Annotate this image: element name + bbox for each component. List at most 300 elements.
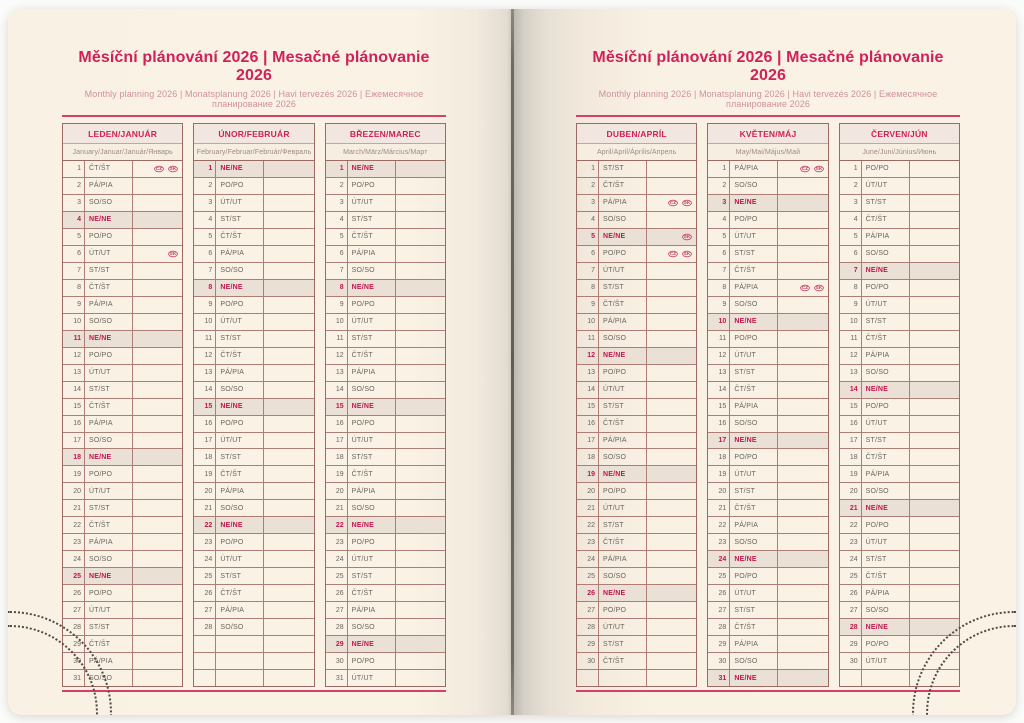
day-abbreviation: ÚT/UT — [85, 246, 133, 262]
notes-cell — [133, 534, 182, 550]
notes-cell — [133, 500, 182, 516]
notes-cell — [133, 399, 182, 415]
day-number: 15 — [577, 399, 599, 415]
day-number: 26 — [840, 585, 862, 601]
day-number — [577, 670, 599, 686]
day-abbreviation: ČT/ŠT — [348, 585, 396, 601]
day-row — [194, 483, 313, 500]
notes-cell — [396, 178, 445, 194]
notes-cell — [647, 500, 696, 516]
day-abbreviation: SO/SO — [730, 534, 778, 550]
notes-cell — [778, 568, 827, 584]
day-abbreviation: ST/ST — [348, 212, 396, 228]
day-number: 23 — [708, 534, 730, 550]
month-table — [839, 123, 960, 687]
notes-cell — [910, 263, 959, 279]
notes-cell — [264, 314, 313, 330]
day-row — [63, 195, 182, 212]
day-number: 21 — [577, 500, 599, 516]
notes-cell — [647, 636, 696, 652]
day-number: 17 — [840, 433, 862, 449]
notes-cell — [910, 246, 959, 262]
day-abbreviation: PO/PO — [348, 534, 396, 550]
day-row — [326, 483, 445, 500]
notes-cell — [778, 314, 827, 330]
notes-cell — [778, 619, 827, 635]
day-row — [63, 314, 182, 331]
day-number — [194, 653, 216, 669]
day-row — [708, 161, 827, 178]
day-row — [840, 433, 959, 450]
notes-cell — [647, 178, 696, 194]
day-abbreviation: PÁ/PIA — [730, 280, 778, 296]
day-number: 28 — [194, 619, 216, 635]
day-abbreviation: PO/PO — [862, 517, 910, 533]
notes-cell — [647, 416, 696, 432]
day-row — [326, 449, 445, 466]
day-row — [194, 263, 313, 280]
day-abbreviation: NE/NE — [348, 161, 396, 177]
day-abbreviation: PO/PO — [599, 246, 647, 262]
notes-cell — [133, 365, 182, 381]
day-number: 26 — [194, 585, 216, 601]
notes-cell — [396, 263, 445, 279]
day-abbreviation: PO/PO — [85, 466, 133, 482]
day-abbreviation: NE/NE — [599, 585, 647, 601]
day-abbreviation: ČT/ŠT — [599, 178, 647, 194]
day-abbreviation: ST/ST — [599, 517, 647, 533]
day-abbreviation: ČT/ŠT — [216, 585, 264, 601]
day-abbreviation: SO/SO — [599, 449, 647, 465]
notes-cell — [778, 297, 827, 313]
day-abbreviation: ČT/ŠT — [85, 280, 133, 296]
day-abbreviation: ST/ST — [216, 568, 264, 584]
day-abbreviation: PO/PO — [348, 416, 396, 432]
notes-cell — [264, 568, 313, 584]
day-abbreviation: ÚT/UT — [862, 416, 910, 432]
day-number: 21 — [840, 500, 862, 516]
day-row — [708, 653, 827, 670]
day-number: 26 — [708, 585, 730, 601]
day-number: 15 — [840, 399, 862, 415]
day-row — [708, 483, 827, 500]
day-number: 29 — [840, 636, 862, 652]
bottom-rule — [62, 690, 446, 692]
day-row — [708, 246, 827, 263]
day-number: 14 — [577, 382, 599, 398]
day-abbreviation: ÚT/UT — [730, 348, 778, 364]
day-number: 22 — [194, 517, 216, 533]
day-abbreviation: SO/SO — [85, 314, 133, 330]
day-abbreviation: ČT/ŠT — [85, 399, 133, 415]
notes-cell — [778, 348, 827, 364]
day-abbreviation: PO/PO — [85, 348, 133, 364]
day-abbreviation: ST/ST — [216, 449, 264, 465]
notes-cell — [647, 280, 696, 296]
day-row — [326, 466, 445, 483]
notes-cell — [396, 670, 445, 686]
day-number: 3 — [63, 195, 85, 211]
notes-cell — [133, 382, 182, 398]
day-number: 12 — [577, 348, 599, 364]
day-abbreviation: PO/PO — [730, 331, 778, 347]
notes-cell — [396, 246, 445, 262]
day-number: 12 — [194, 348, 216, 364]
notes-cell — [133, 161, 182, 177]
day-number: 18 — [577, 449, 599, 465]
day-row — [577, 534, 696, 551]
notes-cell — [778, 466, 827, 482]
day-row — [63, 178, 182, 195]
month-header: LEDEN/JANUÁR — [63, 124, 182, 144]
day-number: 21 — [708, 500, 730, 516]
day-row — [577, 229, 696, 246]
day-abbreviation: ST/ST — [599, 636, 647, 652]
day-abbreviation: ÚT/UT — [348, 195, 396, 211]
day-abbreviation: PÁ/PIA — [85, 178, 133, 194]
day-number: 3 — [194, 195, 216, 211]
notes-cell — [910, 602, 959, 618]
day-number: 3 — [577, 195, 599, 211]
notes-cell — [264, 161, 313, 177]
empty-row — [194, 670, 313, 686]
day-number: 7 — [63, 263, 85, 279]
notes-cell — [778, 483, 827, 499]
day-abbreviation: NE/NE — [862, 382, 910, 398]
day-abbreviation: PO/PO — [599, 365, 647, 381]
day-number: 23 — [840, 534, 862, 550]
day-number: 5 — [63, 229, 85, 245]
day-number: 5 — [194, 229, 216, 245]
day-row — [194, 551, 313, 568]
day-abbreviation: PO/PO — [348, 653, 396, 669]
notes-cell — [910, 382, 959, 398]
day-number: 31 — [63, 670, 85, 686]
day-number: 7 — [326, 263, 348, 279]
day-abbreviation: PÁ/PIA — [599, 195, 647, 211]
day-abbreviation — [599, 670, 647, 686]
day-number: 1 — [194, 161, 216, 177]
notes-cell — [133, 331, 182, 347]
day-abbreviation: ČT/ŠT — [862, 331, 910, 347]
day-row — [840, 602, 959, 619]
day-number: 21 — [194, 500, 216, 516]
day-row — [326, 246, 445, 263]
day-number: 3 — [326, 195, 348, 211]
notes-cell — [264, 500, 313, 516]
day-row — [577, 466, 696, 483]
notes-cell — [778, 449, 827, 465]
notes-cell — [647, 670, 696, 686]
day-abbreviation: ČT/ŠT — [862, 568, 910, 584]
day-row — [840, 365, 959, 382]
day-number: 6 — [577, 246, 599, 262]
day-abbreviation: PO/PO — [730, 212, 778, 228]
notes-cell — [133, 517, 182, 533]
notes-cell — [133, 195, 182, 211]
notes-cell — [647, 602, 696, 618]
notes-cell — [647, 551, 696, 567]
day-abbreviation: ČT/ŠT — [599, 653, 647, 669]
day-number: 10 — [194, 314, 216, 330]
day-number: 25 — [194, 568, 216, 584]
day-row — [326, 568, 445, 585]
day-number: 16 — [840, 416, 862, 432]
notes-cell — [778, 636, 827, 652]
day-row — [326, 670, 445, 686]
notes-cell — [778, 433, 827, 449]
day-number: 9 — [194, 297, 216, 313]
day-abbreviation: ČT/ŠT — [862, 212, 910, 228]
day-row — [840, 314, 959, 331]
day-number: 19 — [840, 466, 862, 482]
day-number: 11 — [326, 331, 348, 347]
day-number: 7 — [194, 263, 216, 279]
notes-cell — [133, 314, 182, 330]
day-number: 13 — [708, 365, 730, 381]
notes-cell — [396, 416, 445, 432]
day-row — [194, 246, 313, 263]
sk-holiday-icon: SK — [683, 251, 691, 257]
day-row — [577, 348, 696, 365]
day-number: 27 — [577, 602, 599, 618]
day-number: 3 — [708, 195, 730, 211]
day-number: 8 — [577, 280, 599, 296]
notes-cell — [396, 534, 445, 550]
day-abbreviation: NE/NE — [216, 161, 264, 177]
notes-cell — [264, 466, 313, 482]
notes-cell — [778, 161, 827, 177]
month-header: ÚNOR/FEBRUÁR — [194, 124, 313, 144]
day-abbreviation — [216, 653, 264, 669]
notes-cell — [647, 382, 696, 398]
day-abbreviation: ÚT/UT — [862, 653, 910, 669]
notes-cell — [133, 229, 182, 245]
notes-cell — [647, 314, 696, 330]
day-row — [577, 585, 696, 602]
day-row — [708, 619, 827, 636]
day-abbreviation: SO/SO — [216, 263, 264, 279]
day-row — [326, 619, 445, 636]
day-abbreviation: ÚT/UT — [216, 551, 264, 567]
day-number: 2 — [708, 178, 730, 194]
day-abbreviation: SO/SO — [862, 602, 910, 618]
day-row — [326, 602, 445, 619]
day-number: 8 — [840, 280, 862, 296]
day-abbreviation: ST/ST — [348, 331, 396, 347]
day-abbreviation: ČT/ŠT — [85, 636, 133, 652]
notes-cell — [647, 585, 696, 601]
day-abbreviation: PÁ/PIA — [85, 297, 133, 313]
day-abbreviation: ST/ST — [85, 382, 133, 398]
day-abbreviation: ÚT/UT — [348, 670, 396, 686]
notes-cell — [264, 331, 313, 347]
notes-cell — [396, 500, 445, 516]
day-abbreviation: SO/SO — [348, 263, 396, 279]
notes-cell — [396, 602, 445, 618]
title-rule — [62, 115, 446, 117]
day-row — [326, 280, 445, 297]
day-number: 18 — [326, 449, 348, 465]
day-abbreviation: ÚT/UT — [862, 534, 910, 550]
month-rows — [326, 161, 445, 686]
day-abbreviation: ÚT/UT — [599, 382, 647, 398]
day-row — [708, 178, 827, 195]
notes-cell — [647, 653, 696, 669]
day-abbreviation: NE/NE — [348, 399, 396, 415]
day-number: 27 — [63, 602, 85, 618]
notes-cell — [910, 568, 959, 584]
notes-cell — [133, 212, 182, 228]
day-number: 8 — [708, 280, 730, 296]
notes-cell — [647, 466, 696, 482]
month-subtitle: May/Mai/Május/Май — [708, 144, 827, 161]
day-row — [577, 449, 696, 466]
month-table — [576, 123, 697, 687]
months-left-group — [62, 123, 446, 687]
day-row — [577, 416, 696, 433]
day-row — [708, 399, 827, 416]
notes-cell — [396, 619, 445, 635]
day-row — [63, 517, 182, 534]
day-number: 12 — [708, 348, 730, 364]
day-number: 14 — [708, 382, 730, 398]
cz-holiday-icon: CZ — [670, 251, 677, 257]
notes-cell — [396, 449, 445, 465]
notes-cell — [264, 297, 313, 313]
day-number: 25 — [840, 568, 862, 584]
notes-cell — [778, 229, 827, 245]
day-abbreviation: ÚT/UT — [730, 585, 778, 601]
notes-cell — [647, 568, 696, 584]
day-row — [577, 433, 696, 450]
day-abbreviation: ČT/ŠT — [216, 348, 264, 364]
diary-spread — [8, 9, 1016, 715]
day-number: 15 — [194, 399, 216, 415]
day-abbreviation: PÁ/PIA — [348, 246, 396, 262]
day-abbreviation: ST/ST — [599, 161, 647, 177]
day-number: 4 — [194, 212, 216, 228]
notes-cell — [264, 399, 313, 415]
day-row — [63, 229, 182, 246]
day-row — [194, 161, 313, 178]
day-number: 12 — [840, 348, 862, 364]
day-row — [840, 178, 959, 195]
notes-cell — [910, 212, 959, 228]
notes-cell — [910, 280, 959, 296]
day-row — [577, 314, 696, 331]
day-row — [194, 433, 313, 450]
day-row — [194, 416, 313, 433]
day-row — [577, 280, 696, 297]
day-number: 27 — [840, 602, 862, 618]
day-abbreviation: ST/ST — [216, 331, 264, 347]
day-number: 27 — [194, 602, 216, 618]
day-abbreviation: NE/NE — [216, 280, 264, 296]
day-row — [194, 585, 313, 602]
notes-cell — [396, 365, 445, 381]
notes-cell — [778, 365, 827, 381]
day-number: 15 — [326, 399, 348, 415]
notes-cell — [396, 636, 445, 652]
day-row — [840, 416, 959, 433]
day-number: 29 — [577, 636, 599, 652]
notes-cell — [133, 568, 182, 584]
day-number: 20 — [708, 483, 730, 499]
notes-cell — [264, 246, 313, 262]
day-row — [194, 365, 313, 382]
month-rows — [577, 161, 696, 686]
day-number: 25 — [708, 568, 730, 584]
notes-cell — [133, 297, 182, 313]
day-row — [326, 212, 445, 229]
day-row — [708, 551, 827, 568]
day-number: 10 — [577, 314, 599, 330]
notes-cell — [778, 585, 827, 601]
day-number: 7 — [708, 263, 730, 279]
notes-cell — [647, 246, 696, 262]
notes-cell — [133, 263, 182, 279]
notes-cell — [133, 416, 182, 432]
notes-cell — [910, 314, 959, 330]
day-abbreviation — [216, 670, 264, 686]
day-abbreviation: PO/PO — [216, 297, 264, 313]
day-abbreviation: NE/NE — [862, 500, 910, 516]
day-abbreviation: SO/SO — [862, 483, 910, 499]
day-number: 24 — [708, 551, 730, 567]
day-row — [63, 212, 182, 229]
month-table — [193, 123, 314, 687]
notes-cell — [396, 348, 445, 364]
day-number: 13 — [194, 365, 216, 381]
day-row — [63, 483, 182, 500]
day-abbreviation: ÚT/UT — [216, 314, 264, 330]
day-number: 27 — [326, 602, 348, 618]
day-abbreviation: ÚT/UT — [216, 195, 264, 211]
day-row — [63, 365, 182, 382]
notes-cell — [396, 212, 445, 228]
day-abbreviation: ST/ST — [862, 551, 910, 567]
notes-cell — [133, 246, 182, 262]
day-number: 19 — [708, 466, 730, 482]
day-row — [577, 568, 696, 585]
day-number: 12 — [326, 348, 348, 364]
day-number: 31 — [326, 670, 348, 686]
day-row — [708, 195, 827, 212]
day-abbreviation: PÁ/PIA — [216, 246, 264, 262]
day-number: 29 — [326, 636, 348, 652]
day-number: 12 — [63, 348, 85, 364]
day-abbreviation: PÁ/PIA — [730, 161, 778, 177]
day-abbreviation: ST/ST — [85, 263, 133, 279]
notes-cell — [647, 365, 696, 381]
right-page — [512, 9, 1016, 715]
day-number: 5 — [840, 229, 862, 245]
day-row — [326, 653, 445, 670]
notes-cell — [910, 297, 959, 313]
day-abbreviation: PÁ/PIA — [862, 348, 910, 364]
notes-cell — [910, 229, 959, 245]
day-abbreviation: ST/ST — [348, 449, 396, 465]
day-number: 3 — [840, 195, 862, 211]
day-row — [63, 551, 182, 568]
day-row — [840, 551, 959, 568]
day-abbreviation: ST/ST — [730, 483, 778, 499]
day-abbreviation: NE/NE — [730, 551, 778, 567]
day-abbreviation: NE/NE — [216, 399, 264, 415]
day-abbreviation: ČT/ŠT — [85, 517, 133, 533]
day-abbreviation: SO/SO — [730, 297, 778, 313]
